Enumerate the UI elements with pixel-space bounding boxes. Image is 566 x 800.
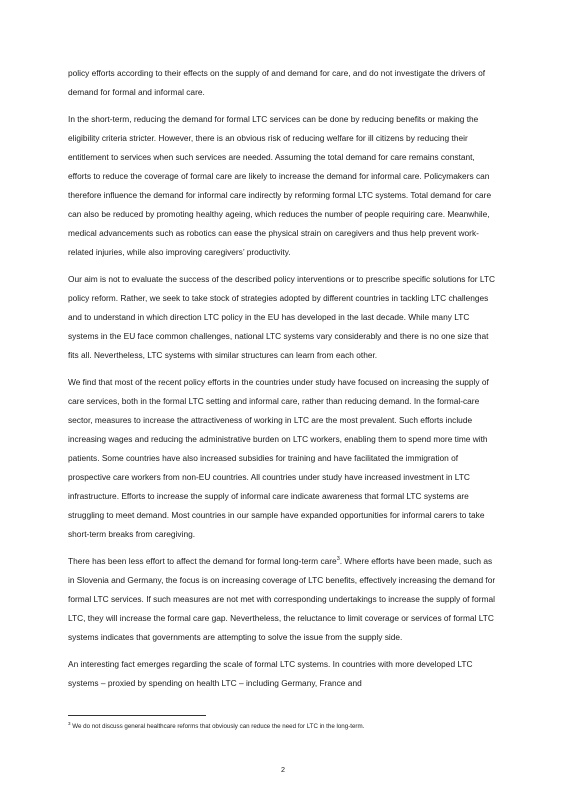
paragraph: Our aim is not to evaluate the success of the described policy interventions or to prescribe specific solutions for LTC policy reform. Rather, we seek to take stock of strategies adopted by different countries in tackling LTC challenges and to understand in which direction LTC policy in the EU has developed in the last decade. While many LTC systems in the EU face common challenges, national LTC systems vary considerably and there is no one size that fits all. Nevertheless, LTC systems with similar structures can learn from each other. bbox=[68, 274, 495, 360]
footnote-marker: 3 bbox=[68, 720, 71, 726]
paragraph-text: There has been less effort to affect the demand for formal long-term care bbox=[68, 556, 337, 567]
paragraph: In the short-term, reducing the demand for formal LTC services can be done by reducing benefits or making the eligibility criteria stricter. However, there is an obvious risk of reducing welfare for ill citizens by reducing their entitlement to services when such services are needed. Assuming the total demand for care remains constant, efforts to reduce the coverage of formal care are likely to increase the demand for informal care. Policymakers can therefore influence the demand for informal care indirectly by reforming formal LTC systems. Total demand for care can also be reduced by promoting healthy ageing, which reduces the number of people requiring care. Meanwhile, medical advancements such as robotics can ease the physical strain on caregivers and thus help prevent work-related injuries, while also improving caregivers’ productivity. bbox=[68, 114, 492, 257]
paragraph bbox=[68, 552, 500, 647]
footnote-separator bbox=[68, 715, 206, 716]
paragraph-text: . Where efforts have been made, such as in Slovenia and Germany, the focus is on increasing coverage of LTC benefits, effectively increasing the demand for formal LTC services. If such measures are not met with corresponding undertakings to increase the supply of formal LTC, they will increase the formal care gap. Nevertheless, the reluctance to limit coverage or services of formal LTC systems indicates that governments are attempting to solve the issue from the supply side. bbox=[68, 556, 496, 642]
footnote-text: We do not discuss general healthcare reforms that obviously can reduce the need for LTC in the long-term. bbox=[70, 723, 365, 730]
paragraph: policy efforts according to their effects on the supply of and demand for care, and do not investigate the drivers of demand for formal and informal care. bbox=[68, 68, 486, 97]
page-number: 2 bbox=[281, 765, 285, 774]
paragraph: An interesting fact emerges regarding the scale of formal LTC systems. In countries with more developed LTC systems – proxied by spending on health LTC – including Germany, France and bbox=[68, 659, 473, 689]
footnote bbox=[68, 720, 508, 731]
body-text bbox=[68, 64, 500, 702]
footnote-reference[interactable]: 3 bbox=[336, 556, 340, 563]
paragraph: We find that most of the recent policy efforts in the countries under study have focused on increasing the supply of care services, both in the formal LTC setting and informal care, rather than reducing demand. In the formal-care sector, measures to increase the attractiveness of working in LTC are the most prevalent. Such efforts include increasing wages and reducing the administrative burden on LTC workers, enabling them to spend more time with patients. Some countries have also increased subsidies for training and have facilitated the immigration of prospective care workers from non-EU countries. All countries under study have increased investment in LTC infrastructure. Efforts to increase the supply of informal care indicate awareness that formal LTC systems are struggling to meet demand. Most countries in our sample have expanded opportunities for informal carers to take short-term breaks from caregiving. bbox=[68, 377, 489, 539]
